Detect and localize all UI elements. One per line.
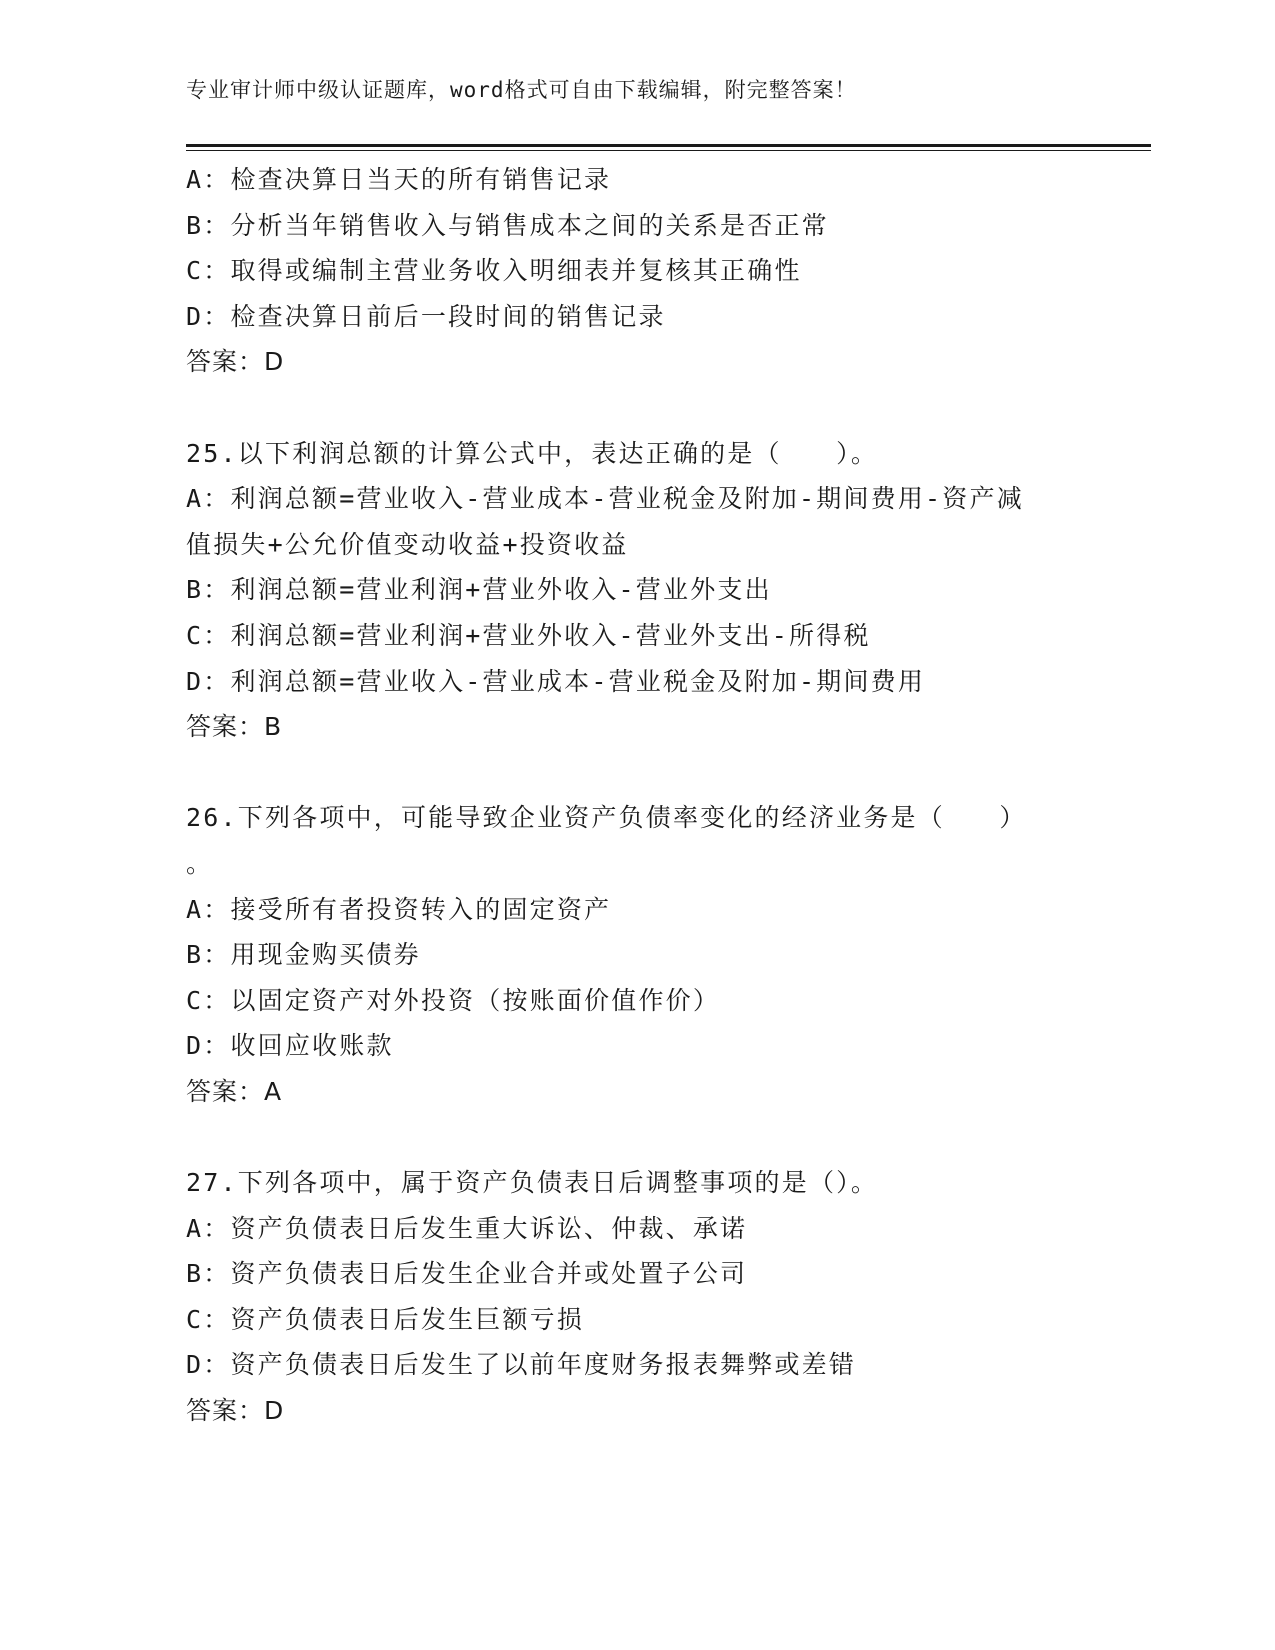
option-d: D：利润总额=营业收入-营业成本-营业税金及附加-期间费用 [186,666,926,696]
question-list [186,157,1086,1434]
option-a: A：检查决算日当天的所有销售记录 [186,165,612,194]
option-b: B：资产负债表日后发生企业合并或处置子公司 [186,1259,748,1289]
answer-line: 答案：A [186,1076,283,1106]
header-divider-thick [186,144,1151,147]
question-block-27 [186,1160,1086,1434]
answer-line: 答案：D [186,347,285,377]
spacer [186,1114,1086,1160]
option-b: B：分析当年销售收入与销售成本之间的关系是否正常 [186,210,829,240]
option-b: B：利润总额=营业利润+营业外收入-营业外支出 [186,575,772,605]
option-c: C：利润总额=营业利润+营业外收入-营业外支出-所得税 [186,620,871,650]
option-d: D：收回应收账款 [186,1031,394,1061]
question-block-26 [186,795,1086,1114]
answer-line: 答案：B [186,712,283,742]
option-a-continued: 值损失+公允价值变动收益+投资收益 [186,529,629,559]
header-divider-thin [186,150,1151,151]
option-a: A：利润总额=营业收入-营业成本-营业税金及附加-期间费用-资产减 [186,484,1024,514]
question-stem: 26.下列各项中，可能导致企业资产负债率变化的经济业务是（ ） [186,803,1027,833]
option-d: D：资产负债表日后发生了以前年度财务报表舞弊或差错 [186,1350,857,1380]
question-stem-continued: 。 [186,848,214,878]
option-a: A：接受所有者投资转入的固定资产 [186,894,612,924]
page-header: 专业审计师中级认证题库，word格式可自由下载编辑，附完整答案！ [186,78,857,102]
option-d: D：检查决算日前后一段时间的销售记录 [186,301,666,331]
spacer [186,750,1086,796]
question-block-prev [186,157,1086,385]
question-stem: 25.以下利润总额的计算公式中，表达正确的是（ ）。 [186,438,879,468]
option-c: C：资产负债表日后发生巨额亏损 [186,1304,585,1334]
question-block-25 [186,431,1086,750]
option-a: A：资产负债表日后发生重大诉讼、仲裁、承诺 [186,1213,748,1243]
answer-line: 答案：D [186,1396,285,1426]
question-stem: 27.下列各项中，属于资产负债表日后调整事项的是（）。 [186,1168,879,1198]
option-b: B：用现金购买债券 [186,940,421,970]
option-c: C：以固定资产对外投资（按账面价值作价） [186,985,721,1015]
spacer [186,385,1086,431]
option-c: C：取得或编制主营业务收入明细表并复核其正确性 [186,256,802,286]
